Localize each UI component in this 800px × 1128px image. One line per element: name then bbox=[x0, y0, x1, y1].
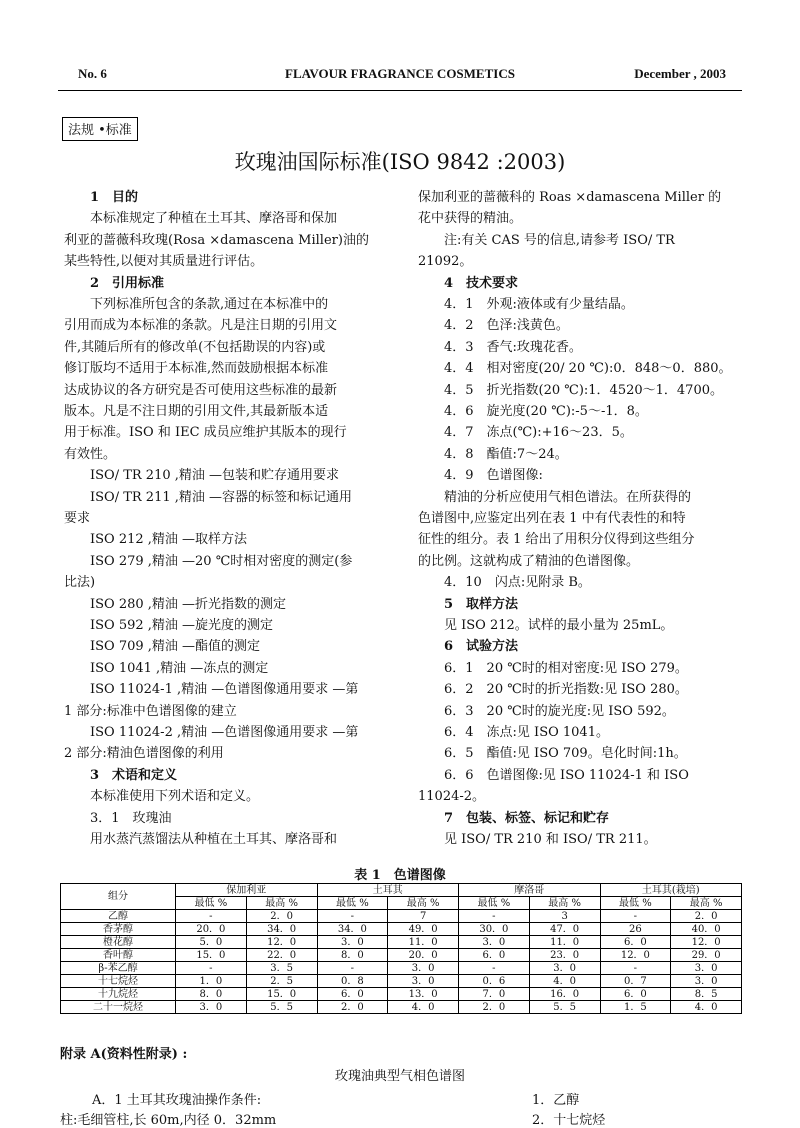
left-text-line: ISO/ TR 210 ,精油 —包装和贮存通用要求 bbox=[90, 468, 340, 484]
table-row bbox=[61, 910, 742, 923]
value-cell: - bbox=[459, 910, 530, 923]
left-text-line: ISO 592 ,精油 —旋光度的测定 bbox=[90, 618, 274, 633]
value-cell: 0．6 bbox=[459, 975, 530, 988]
value-cell: - bbox=[459, 962, 530, 975]
left-text-line: ISO 11024-1 ,精油 —色谱图像通用要求 —第 bbox=[90, 682, 359, 698]
component-name-cell: 二十一烷烃 bbox=[61, 1001, 176, 1014]
right-text-line: 征性的组分。表 1 给出了用积分仪得到这些组分 bbox=[418, 532, 695, 548]
region-header: 保加利亚 bbox=[176, 884, 318, 897]
value-cell: 2．5 bbox=[246, 975, 317, 988]
value-cell: 2．0 bbox=[671, 910, 742, 923]
right-text-line: 4．4 相对密度(20/ 20 ℃):0．848～0．880。 bbox=[444, 361, 732, 377]
left-text-line: 版本。凡是不注日期的引用文件,其最新版本适 bbox=[64, 404, 329, 419]
left-text-line: 达成协议的各方研究是否可使用这些标准的最新 bbox=[64, 382, 338, 398]
value-cell: 11．0 bbox=[388, 936, 459, 949]
value-cell: 12．0 bbox=[671, 936, 742, 949]
value-cell: 40．0 bbox=[671, 923, 742, 936]
value-cell: 22．0 bbox=[246, 949, 317, 962]
value-cell: 23．0 bbox=[529, 949, 600, 962]
region-header: 摩洛哥 bbox=[459, 884, 601, 897]
left-text-line: 有效性。 bbox=[64, 446, 117, 462]
value-cell: 2．0 bbox=[459, 1001, 530, 1014]
journal-name: FLAVOUR FRAGRANCE COSMETICS bbox=[285, 66, 515, 81]
left-text-line: 利亚的蔷薇科玫瑰(Rosa ×damascena Miller)油的 bbox=[64, 232, 369, 248]
right-text-line: 4．1 外观:液体或有少量结晶。 bbox=[444, 297, 634, 312]
value-cell: 3 bbox=[529, 910, 600, 923]
value-cell: 16．0 bbox=[529, 988, 600, 1001]
value-cell: 26 bbox=[600, 923, 671, 936]
value-cell: 3．0 bbox=[176, 1001, 247, 1014]
component-header: 组分 bbox=[61, 884, 176, 910]
value-cell: 7 bbox=[388, 910, 459, 923]
left-text-line: 用水蒸汽蒸馏法从种植在土耳其、摩洛哥和 bbox=[90, 832, 338, 847]
value-cell: 34．0 bbox=[246, 923, 317, 936]
right-text-line: 21092。 bbox=[418, 254, 473, 270]
value-cell: 29．0 bbox=[671, 949, 742, 962]
value-cell: - bbox=[600, 910, 671, 923]
article-title: 玫瑰油国际标准(ISO 9842 :2003) bbox=[234, 150, 566, 174]
right-text-line: 精油的分析应使用气相色谱法。在所获得的 bbox=[444, 489, 692, 505]
left-text-line: ISO 279 ,精油 —20 ℃时相对密度的测定(参 bbox=[90, 553, 353, 569]
table-caption: 表 1 色谱图像 bbox=[354, 868, 446, 883]
right-text-line: 6．5 酯值:见 ISO 709。皂化时间:1h。 bbox=[444, 746, 687, 762]
value-cell: 12．0 bbox=[246, 936, 317, 949]
value-cell: 3．0 bbox=[671, 975, 742, 988]
right-text-line: 7 包装、标签、标记和贮存 bbox=[444, 810, 610, 826]
value-cell: - bbox=[176, 910, 247, 923]
right-text-line: 4．7 冻点(℃):+16～23．5。 bbox=[444, 425, 633, 441]
section-tag: 法规 •标准 bbox=[62, 117, 138, 141]
value-cell: 0．8 bbox=[317, 975, 388, 988]
value-cell: - bbox=[176, 962, 247, 975]
left-text-line: 1 部分:标准中色谱图像的建立 bbox=[64, 703, 237, 719]
left-text-line: ISO 280 ,精油 —折光指数的测定 bbox=[90, 596, 287, 612]
value-cell: 8．0 bbox=[317, 949, 388, 962]
left-text-line: 引用而成为本标准的条款。凡是注日期的引用文 bbox=[64, 318, 338, 334]
range-subheader: 最低 % bbox=[176, 897, 247, 910]
right-text-line: 4．10 闪点:见附录 B。 bbox=[444, 575, 591, 591]
value-cell: 2．0 bbox=[246, 910, 317, 923]
value-cell: 8．5 bbox=[671, 988, 742, 1001]
right-text-line: 6．1 20 ℃时的相对密度:见 ISO 279。 bbox=[444, 660, 688, 676]
appendix-left-line: A．1 土耳其玫瑰油操作条件: bbox=[92, 1093, 262, 1108]
left-text-line: 用于标准。ISO 和 IEC 成员应维护其版本的现行 bbox=[64, 425, 347, 441]
appendix-right-line: 2．十七烷烃 bbox=[532, 1113, 606, 1128]
component-name-cell: 香叶醇 bbox=[61, 949, 176, 962]
value-cell: 6．0 bbox=[600, 988, 671, 1001]
table-row bbox=[61, 1001, 742, 1014]
region-header: 土耳其(栽培) bbox=[600, 884, 742, 897]
value-cell: 4．0 bbox=[388, 1001, 459, 1014]
table-row bbox=[61, 962, 742, 975]
header-rule bbox=[58, 90, 742, 91]
value-cell: 11．0 bbox=[529, 936, 600, 949]
right-text-line: 见 ISO 212。试样的最小量为 25mL。 bbox=[444, 618, 674, 633]
right-text-line: 6．3 20 ℃时的旋光度:见 ISO 592。 bbox=[444, 703, 675, 719]
value-cell: 8．0 bbox=[176, 988, 247, 1001]
region-header: 土耳其 bbox=[317, 884, 459, 897]
value-cell: 30．0 bbox=[459, 923, 530, 936]
right-text-line: 11024-2。 bbox=[418, 789, 486, 805]
left-text-line: 下列标准所包含的条款,通过在本标准中的 bbox=[90, 297, 329, 312]
right-text-line: 4．9 色谱图像: bbox=[444, 468, 543, 484]
range-subheader: 最高 % bbox=[388, 897, 459, 910]
left-text-line: ISO 1041 ,精油 —冻点的测定 bbox=[90, 660, 269, 676]
value-cell: 5．5 bbox=[529, 1001, 600, 1014]
right-text-line: 见 ISO/ TR 210 和 ISO/ TR 211。 bbox=[444, 832, 657, 847]
left-text-line: 修订版均不适用于本标准,然而鼓励根据本标准 bbox=[64, 361, 329, 377]
value-cell: 3．0 bbox=[388, 962, 459, 975]
value-cell: 15．0 bbox=[246, 988, 317, 1001]
value-cell: 47．0 bbox=[529, 923, 600, 936]
value-cell: 0．7 bbox=[600, 975, 671, 988]
value-cell: 20．0 bbox=[176, 923, 247, 936]
component-name-cell: 橙花醇 bbox=[61, 936, 176, 949]
value-cell: 5．0 bbox=[176, 936, 247, 949]
left-text-line: 2 引用标准 bbox=[90, 275, 165, 291]
left-text-line: 1 目的 bbox=[90, 190, 139, 205]
component-name-cell: 十七烷烃 bbox=[61, 975, 176, 988]
value-cell: 3．0 bbox=[529, 962, 600, 975]
value-cell: 3．0 bbox=[671, 962, 742, 975]
right-text-line: 4 技术要求 bbox=[444, 275, 519, 291]
value-cell: 5．5 bbox=[246, 1001, 317, 1014]
value-cell: 4．0 bbox=[529, 975, 600, 988]
value-cell: 12．0 bbox=[600, 949, 671, 962]
left-text-line: 本标准使用下列术语和定义。 bbox=[90, 789, 260, 805]
table-row bbox=[61, 975, 742, 988]
value-cell: 4．0 bbox=[671, 1001, 742, 1014]
right-text-line: 的比例。这就构成了精油的色谱图像。 bbox=[418, 553, 640, 569]
right-text-line: 4．8 酯值:7～24。 bbox=[444, 446, 568, 462]
right-text-line: 注:有关 CAS 号的信息,请参考 ISO/ TR bbox=[444, 232, 675, 248]
value-cell: 20．0 bbox=[388, 949, 459, 962]
component-name-cell: 乙醇 bbox=[61, 910, 176, 923]
value-cell: - bbox=[317, 962, 388, 975]
value-cell: - bbox=[317, 910, 388, 923]
right-text-line: 保加利亚的蔷薇科的 Roas ×damascena Miller 的 bbox=[418, 190, 722, 205]
left-text-line: 3．1 玫瑰油 bbox=[90, 810, 172, 826]
journal-issue: No. 6 bbox=[78, 66, 107, 81]
right-text-line: 色谱图中,应鉴定出列在表 1 中有代表性的和特 bbox=[418, 511, 686, 526]
value-cell: 49．0 bbox=[388, 923, 459, 936]
right-text-line: 5 取样方法 bbox=[444, 596, 519, 612]
value-cell: 7．0 bbox=[459, 988, 530, 1001]
value-cell: 3．0 bbox=[459, 936, 530, 949]
left-text-line: 2 部分:精油色谱图像的利用 bbox=[64, 746, 224, 762]
appendix-left-line: 柱:毛细管柱,长 60m,内径 0．32mm bbox=[60, 1113, 277, 1128]
table-row bbox=[61, 949, 742, 962]
value-cell: 6．0 bbox=[317, 988, 388, 1001]
right-text-line: 4．3 香气:玫瑰花香。 bbox=[444, 339, 582, 355]
value-cell: 13．0 bbox=[388, 988, 459, 1001]
journal-date: December , 2003 bbox=[634, 66, 726, 81]
component-name-cell: 香茅醇 bbox=[61, 923, 176, 936]
left-text-line: 比法) bbox=[64, 575, 96, 591]
value-cell: 2．0 bbox=[317, 1001, 388, 1014]
value-cell: 6．0 bbox=[600, 936, 671, 949]
value-cell: 3．0 bbox=[317, 936, 388, 949]
component-name-cell: 十九烷烃 bbox=[61, 988, 176, 1001]
left-text-line: ISO 212 ,精油 —取样方法 bbox=[90, 532, 248, 548]
range-subheader: 最高 % bbox=[529, 897, 600, 910]
right-text-line: 6．4 冻点:见 ISO 1041。 bbox=[444, 725, 609, 740]
table-row bbox=[61, 988, 742, 1001]
left-text-line: 3 术语和定义 bbox=[90, 767, 178, 783]
value-cell: - bbox=[600, 962, 671, 975]
value-cell: 1．5 bbox=[600, 1001, 671, 1014]
right-text-line: 4．5 折光指数(20 ℃):1．4520～1．4700。 bbox=[444, 382, 723, 398]
right-text-line: 6．2 20 ℃时的折光指数:见 ISO 280。 bbox=[444, 682, 688, 698]
left-text-line: ISO 11024-2 ,精油 —色谱图像通用要求 —第 bbox=[90, 725, 359, 740]
right-text-line: 6 试验方法 bbox=[444, 639, 519, 655]
right-text-line: 4．6 旋光度(20 ℃):-5～-1．8。 bbox=[444, 404, 648, 419]
value-cell: 3．5 bbox=[246, 962, 317, 975]
appendix-heading: 附录 A(资料性附录) : bbox=[60, 1047, 188, 1062]
value-cell: 1．0 bbox=[176, 975, 247, 988]
range-subheader: 最高 % bbox=[671, 897, 742, 910]
range-subheader: 最低 % bbox=[459, 897, 530, 910]
table-row bbox=[61, 936, 742, 949]
left-text-line: 本标准规定了种植在土耳其、摩洛哥和保加 bbox=[90, 211, 338, 227]
left-text-line: 要求 bbox=[64, 511, 91, 526]
left-text-line: ISO 709 ,精油 —酯值的测定 bbox=[90, 639, 261, 655]
left-text-line: 件,其随后所有的修改单(不包括勘误的内容)或 bbox=[64, 339, 326, 355]
chromatographic-profile-table bbox=[60, 883, 742, 1014]
appendix-subtitle: 玫瑰油典型气相色谱图 bbox=[334, 1069, 465, 1084]
left-text-line: 某些特性,以便对其质量进行评估。 bbox=[64, 254, 264, 270]
value-cell: 15．0 bbox=[176, 949, 247, 962]
value-cell: 6．0 bbox=[459, 949, 530, 962]
right-text-line: 花中获得的精油。 bbox=[418, 211, 523, 227]
table-row bbox=[61, 923, 742, 936]
range-subheader: 最低 % bbox=[600, 897, 671, 910]
value-cell: 34．0 bbox=[317, 923, 388, 936]
right-text-line: 4．2 色泽:浅黄色。 bbox=[444, 318, 569, 334]
left-text-line: ISO/ TR 211 ,精油 —容器的标签和标记通用 bbox=[90, 489, 353, 505]
range-subheader: 最低 % bbox=[317, 897, 388, 910]
right-text-line: 6．6 色谱图像:见 ISO 11024-1 和 ISO bbox=[444, 767, 689, 783]
value-cell: 3．0 bbox=[388, 975, 459, 988]
appendix-right-line: 1．乙醇 bbox=[532, 1093, 580, 1108]
component-name-cell: β-苯乙醇 bbox=[61, 962, 176, 975]
range-subheader: 最高 % bbox=[246, 897, 317, 910]
